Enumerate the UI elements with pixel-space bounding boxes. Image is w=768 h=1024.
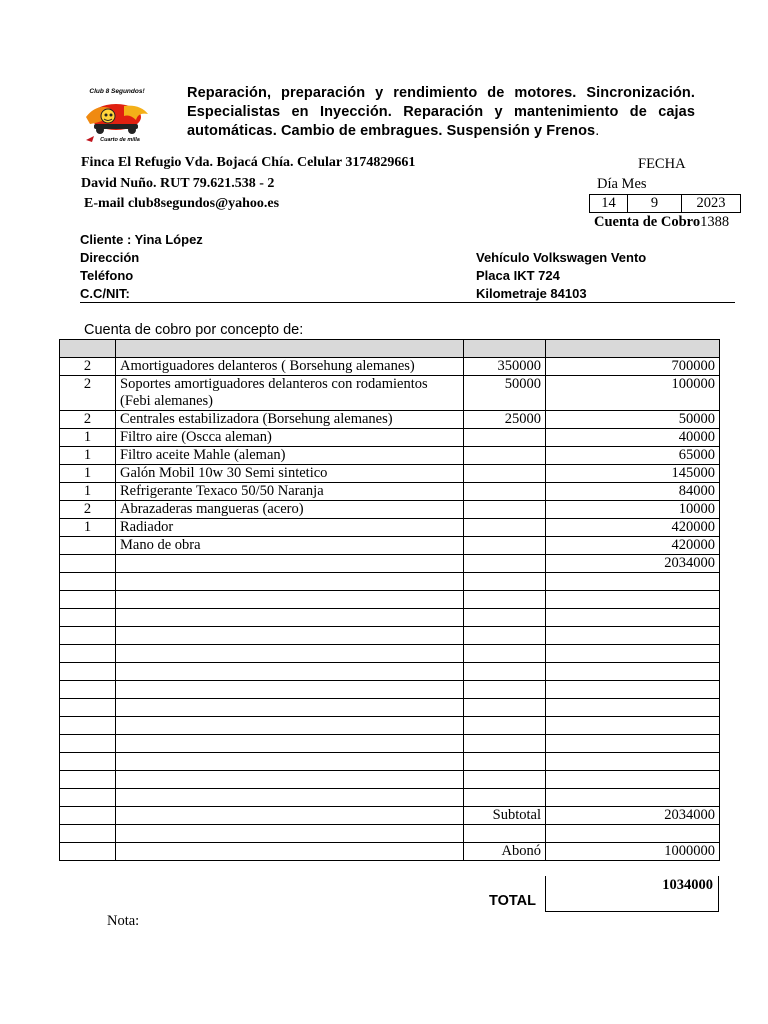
table-row [60, 447, 720, 465]
table-row [60, 825, 720, 843]
line-total-cell: 100000 [546, 376, 720, 411]
qty-cell: 2 [60, 376, 116, 411]
qty-cell [60, 825, 116, 843]
description-cell [116, 843, 464, 861]
line-total-cell [546, 645, 720, 663]
qty-cell [60, 609, 116, 627]
line-total-cell [546, 753, 720, 771]
description-cell: Mano de obra [116, 537, 464, 555]
qty-cell: 1 [60, 429, 116, 447]
unit-price-cell [464, 627, 546, 645]
total-value: 1034000 [662, 877, 713, 893]
unit-price-cell [464, 591, 546, 609]
qty-cell [60, 735, 116, 753]
line-total-cell [546, 699, 720, 717]
logo-text-top: Club 8 Segundos! [89, 88, 145, 95]
table-row [60, 843, 720, 861]
unit-price-cell: 25000 [464, 411, 546, 429]
header-divider [80, 302, 735, 303]
qty-cell: 1 [60, 483, 116, 501]
unit-price-cell [464, 573, 546, 591]
qty-cell [60, 807, 116, 825]
unit-price-cell: 50000 [464, 376, 546, 411]
line-total-cell: 2034000 [546, 555, 720, 573]
table-row [60, 627, 720, 645]
unit-price-cell [464, 681, 546, 699]
services-text: Reparación, preparación y rendimiento de motores. Sincronización. Especialistas en Inyección. Reparación y mantenimiento de cajas automáticas. Cambio de embragues. Suspensión y Frenos [187, 85, 695, 139]
qty-cell [60, 789, 116, 807]
unit-price-cell: 350000 [464, 358, 546, 376]
line-total-cell [546, 663, 720, 681]
services-tail: . [595, 123, 600, 139]
dia-mes-label: Día Mes [597, 176, 647, 192]
description-cell [116, 591, 464, 609]
table-row [60, 807, 720, 825]
date-month: 9 [628, 195, 682, 212]
line-total-cell: 420000 [546, 537, 720, 555]
line-total-cell: 10000 [546, 501, 720, 519]
line-total-cell: 50000 [546, 411, 720, 429]
table-row [60, 771, 720, 789]
qty-cell [60, 663, 116, 681]
unit-price-cell [464, 537, 546, 555]
qty-cell: 2 [60, 501, 116, 519]
table-row [60, 681, 720, 699]
description-cell [116, 609, 464, 627]
club-8-segundos-logo [80, 86, 154, 146]
vehicle-model: Vehículo Volkswagen Vento [476, 250, 647, 265]
qty-cell [60, 681, 116, 699]
description-cell: Filtro aire (Oscca aleman) [116, 429, 464, 447]
table-row [60, 717, 720, 735]
date-year: 2023 [696, 195, 726, 211]
line-total-cell: 65000 [546, 447, 720, 465]
description-cell: Centrales estabilizadora (Borsehung alemanes) [116, 411, 464, 429]
unit-price-cell [464, 645, 546, 663]
qty-cell [60, 771, 116, 789]
table-row [60, 465, 720, 483]
address-line: Finca El Refugio Vda. Bojacá Chía. Celular 3174829661 [81, 155, 416, 170]
invoice-number [594, 214, 729, 231]
nota-label: Nota: [107, 913, 140, 929]
table-row [60, 591, 720, 609]
unit-price-cell [464, 465, 546, 483]
client-ccnit: C.C/NIT: [80, 286, 130, 301]
unit-price-cell [464, 483, 546, 501]
qty-cell [60, 555, 116, 573]
qty-cell [60, 717, 116, 735]
qty-cell [60, 537, 116, 555]
table-row [60, 789, 720, 807]
unit-price-cell [464, 753, 546, 771]
items-table [59, 339, 720, 861]
qty-cell [60, 591, 116, 609]
table-row [60, 501, 720, 519]
qty-cell [60, 627, 116, 645]
qty-cell [60, 573, 116, 591]
table-row [60, 699, 720, 717]
unit-price-cell [464, 771, 546, 789]
description-cell [116, 573, 464, 591]
unit-price-cell: Subtotal [464, 807, 546, 825]
unit-price-cell [464, 429, 546, 447]
header-cell [546, 340, 720, 358]
table-header-row [60, 340, 720, 358]
description-cell [116, 807, 464, 825]
unit-price-cell [464, 519, 546, 537]
table-row [60, 358, 720, 376]
vehicle-mileage: Kilometraje 84103 [476, 286, 587, 301]
description-cell [116, 555, 464, 573]
unit-price-cell [464, 447, 546, 465]
header-cell [464, 340, 546, 358]
description-cell [116, 717, 464, 735]
description-cell [116, 735, 464, 753]
table-row [60, 411, 720, 429]
unit-price-cell [464, 789, 546, 807]
date-box [589, 194, 741, 213]
table-row [60, 429, 720, 447]
line-total-cell [546, 681, 720, 699]
table-row [60, 753, 720, 771]
description-cell [116, 627, 464, 645]
line-total-cell: 84000 [546, 483, 720, 501]
header-cell [116, 340, 464, 358]
line-total-cell [546, 771, 720, 789]
unit-price-cell [464, 609, 546, 627]
line-total-cell [546, 735, 720, 753]
line-total-cell: 1000000 [546, 843, 720, 861]
logo-text-bottom: Cuarto de milla [100, 137, 140, 143]
description-cell [116, 645, 464, 663]
unit-price-cell [464, 555, 546, 573]
description-cell [116, 753, 464, 771]
qty-cell [60, 645, 116, 663]
table-row [60, 609, 720, 627]
description-cell [116, 771, 464, 789]
invoice-number-value: 1388 [700, 214, 730, 230]
description-cell [116, 825, 464, 843]
table-row [60, 555, 720, 573]
line-total-cell: 420000 [546, 519, 720, 537]
line-total-cell: 2034000 [546, 807, 720, 825]
line-total-cell: 40000 [546, 429, 720, 447]
unit-price-cell [464, 735, 546, 753]
unit-price-cell [464, 663, 546, 681]
client-phone: Teléfono [80, 268, 134, 283]
rut-line: David Nuño. RUT 79.621.538 - 2 [81, 176, 275, 191]
line-total-cell [546, 825, 720, 843]
line-total-cell: 145000 [546, 465, 720, 483]
fecha-label: FECHA [638, 156, 686, 172]
line-total-cell [546, 573, 720, 591]
description-cell [116, 663, 464, 681]
description-cell: Amortiguadores delanteros ( Borsehung alemanes) [116, 358, 464, 376]
table-row [60, 483, 720, 501]
unit-price-cell [464, 699, 546, 717]
description-cell: Radiador [116, 519, 464, 537]
qty-cell [60, 843, 116, 861]
unit-price-cell [464, 501, 546, 519]
date-day: 14 [590, 195, 628, 212]
description-cell: Filtro aceite Mahle (aleman) [116, 447, 464, 465]
table-row [60, 537, 720, 555]
description-cell: Galón Mobil 10w 30 Semi sintetico [116, 465, 464, 483]
total-label: TOTAL [489, 893, 536, 909]
table-row [60, 645, 720, 663]
qty-cell [60, 753, 116, 771]
description-cell [116, 681, 464, 699]
description-cell: Abrazaderas mangueras (acero) [116, 501, 464, 519]
table-row [60, 735, 720, 753]
table-row [60, 519, 720, 537]
client-name: Cliente : Yina López [80, 232, 203, 247]
line-total-cell [546, 627, 720, 645]
qty-cell: 1 [60, 519, 116, 537]
unit-price-cell: Abonó [464, 843, 546, 861]
vehicle-plate: Placa IKT 724 [476, 268, 560, 283]
header-cell [60, 340, 116, 358]
email-line: E-mail club8segundos@yahoo.es [84, 196, 280, 211]
description-cell: Soportes amortiguadores delanteros con rodamientos (Febi alemanes) [116, 376, 464, 411]
qty-cell: 1 [60, 465, 116, 483]
services-description [187, 84, 695, 141]
qty-cell: 1 [60, 447, 116, 465]
line-total-cell [546, 717, 720, 735]
line-total-cell [546, 591, 720, 609]
concept-label: Cuenta de cobro por concepto de: [84, 322, 304, 338]
line-total-cell [546, 789, 720, 807]
line-total-cell: 700000 [546, 358, 720, 376]
client-address: Dirección [80, 250, 140, 265]
table-row [60, 376, 720, 411]
table-row [60, 573, 720, 591]
qty-cell: 2 [60, 358, 116, 376]
description-cell [116, 699, 464, 717]
description-cell [116, 789, 464, 807]
invoice-label: Cuenta de Cobro [594, 214, 701, 230]
table-row [60, 663, 720, 681]
description-cell: Refrigerante Texaco 50/50 Naranja [116, 483, 464, 501]
qty-cell: 2 [60, 411, 116, 429]
unit-price-cell [464, 825, 546, 843]
qty-cell [60, 699, 116, 717]
line-total-cell [546, 609, 720, 627]
unit-price-cell [464, 717, 546, 735]
